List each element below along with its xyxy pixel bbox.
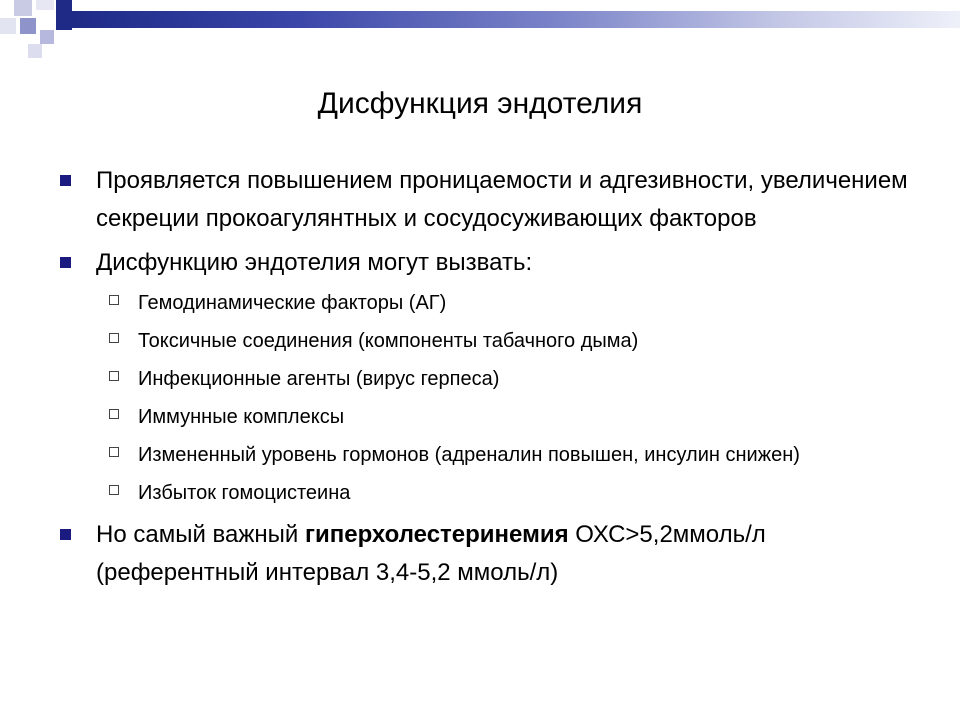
sub-item-text: Гемодинамические факторы (АГ) [138, 292, 447, 314]
decor-square-5 [20, 18, 36, 34]
sub-item-text: Измененный уровень гормонов (адреналин повышен, инсулин снижен) [138, 444, 800, 466]
sub-item-text: Иммунные комплексы [138, 406, 345, 428]
hollow-square-bullet-icon [109, 447, 119, 457]
square-bullet-icon [60, 257, 71, 268]
decor-square-7 [28, 44, 42, 58]
square-bullet-icon [60, 175, 71, 186]
sub-list [58, 288, 938, 508]
bullet-1 [58, 162, 938, 238]
decor-square-6 [40, 30, 54, 44]
decor-square-2 [36, 0, 54, 10]
square-bullet-icon [60, 529, 71, 540]
hollow-square-bullet-icon [109, 409, 119, 419]
slide-title: Дисфункция эндотелия [317, 87, 643, 120]
sub-item-text: Токсичные соединения (компоненты табачного дыма) [138, 330, 639, 352]
decor-square-1 [14, 0, 32, 16]
decor-square-3 [56, 0, 72, 30]
bullet-2-text: Дисфункцию эндотелия могут вызвать: [96, 249, 533, 276]
sub-item [58, 326, 938, 356]
bullet-3-suffix: ОХС>5,2ммоль/л (референтный интервал 3,4-5,2 ммоль/л) [96, 521, 766, 586]
decor-square-4 [0, 18, 16, 34]
bullet-3-prefix: Но самый важный [96, 521, 305, 548]
slide-content [58, 162, 938, 598]
sub-item [58, 440, 938, 470]
sub-item [58, 288, 938, 318]
header-gradient-bar [72, 11, 960, 28]
hollow-square-bullet-icon [109, 333, 119, 343]
hollow-square-bullet-icon [109, 485, 119, 495]
sub-item-text: Инфекционные агенты (вирус герпеса) [138, 368, 500, 390]
sub-item [58, 402, 938, 432]
bullet-1-text: Проявляется повышением проницаемости и адгезивности, увеличением секреции прокоагулянтных и сосудосуживающих факторов [96, 167, 908, 232]
sub-item [58, 478, 938, 508]
bullet-2 [58, 244, 938, 282]
hollow-square-bullet-icon [109, 371, 119, 381]
bullet-3-bold-term: гиперхолестеринемия [304, 521, 569, 548]
hollow-square-bullet-icon [109, 295, 119, 305]
bullet-3 [58, 516, 938, 592]
sub-item [58, 364, 938, 394]
sub-item-text: Избыток гомоцистеина [138, 482, 351, 504]
